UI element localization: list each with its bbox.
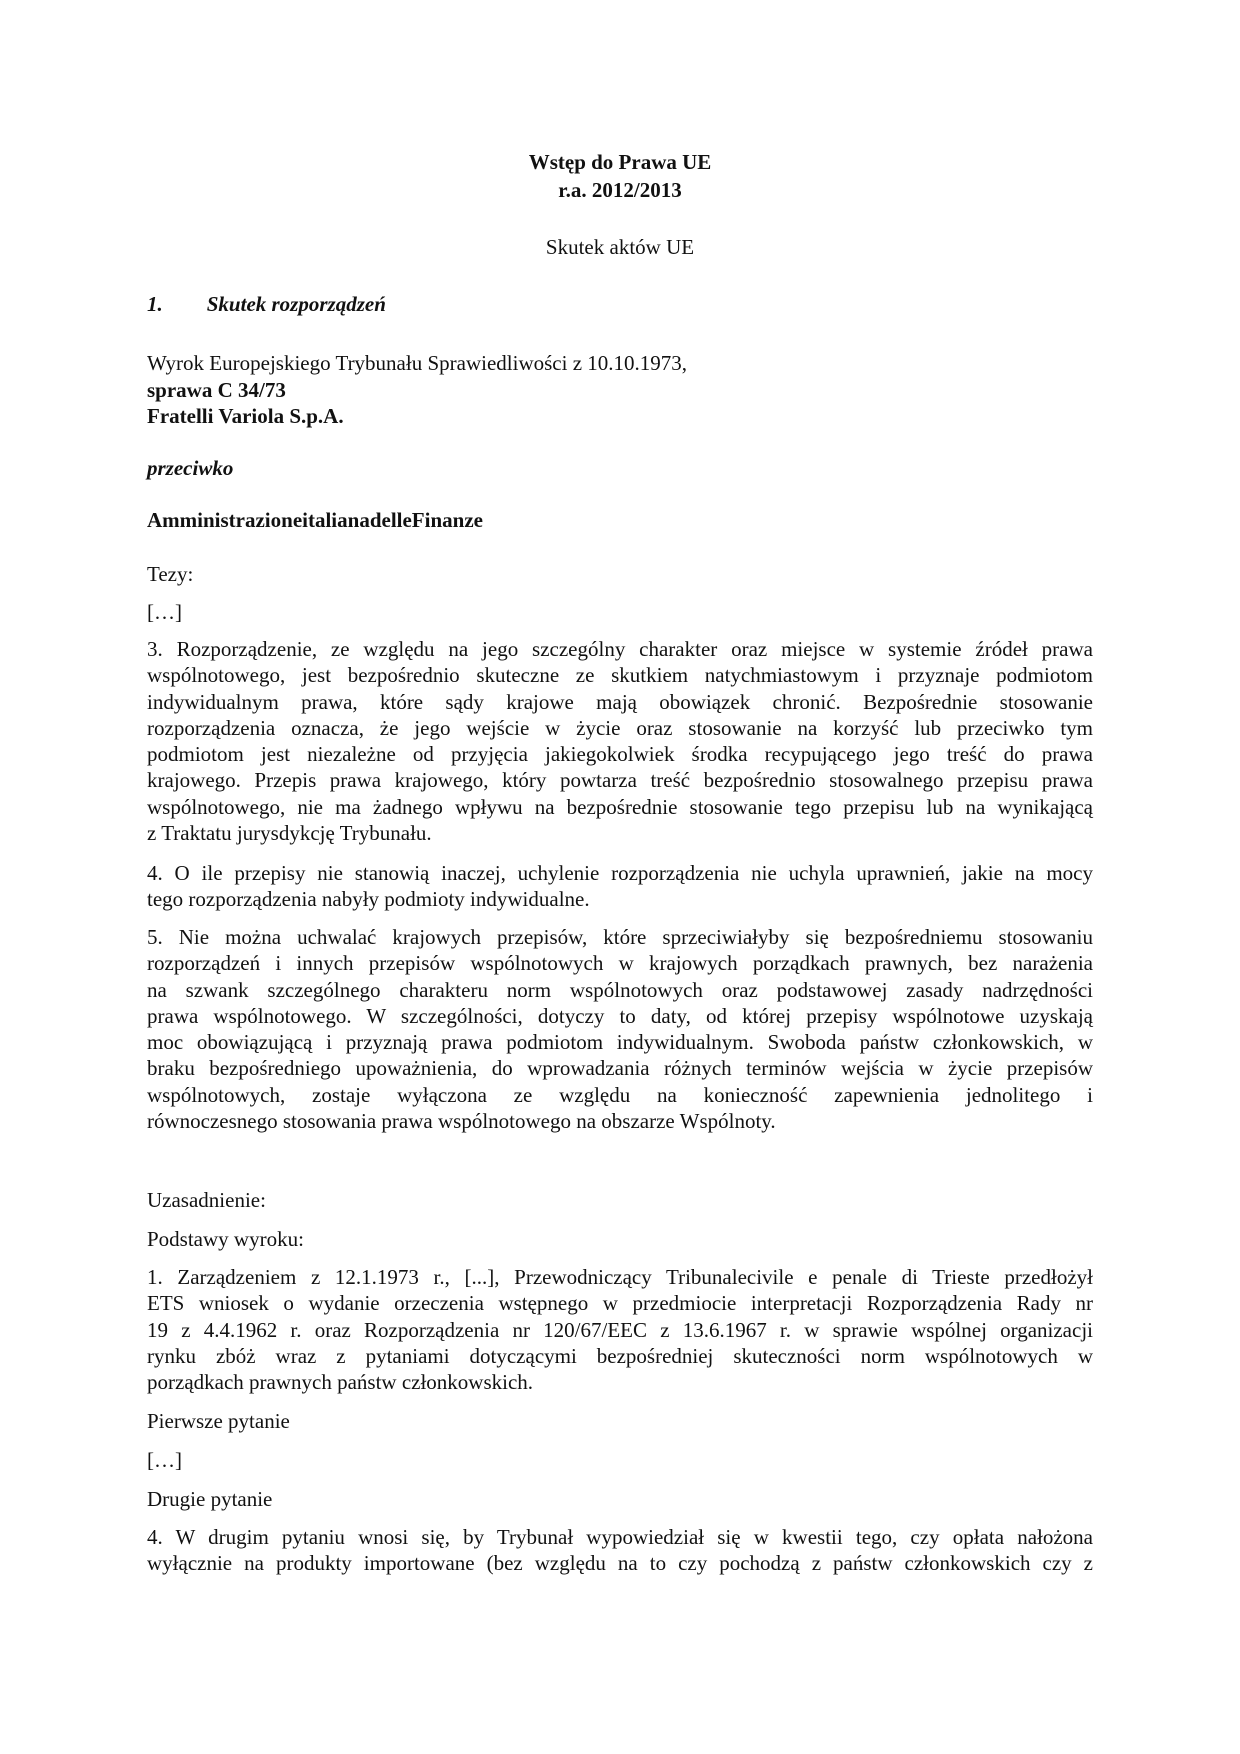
paragraph-line: prawa wspólnotowego. W szczególności, dotyczy to daty, od której przepisy wspólnotowe uzyskają: [147, 1003, 1093, 1028]
reasoning-label: Uzasadnienie:: [147, 1188, 266, 1212]
paragraph-line: podmiotom jest niezależne od przyjęcia jakiegokolwiek środka recypującego jego treść do prawa: [147, 742, 1093, 767]
first-question-heading: Pierwsze pytanie: [147, 1409, 290, 1433]
paragraph-line: wspólnotowego, jest bezpośrednio skuteczne ze skutkiem natychmiastowym i przyznaje podmiotom: [147, 663, 1093, 688]
paragraph-line: 4. W drugim pytaniu wnosi się, by Trybunał wypowiedział się w kwestii tego, czy opłata nałożona: [147, 1525, 1093, 1549]
paragraph-line: indywidualnym prawa, które sądy krajowe mają obowiązek chronić. Bezpośrednie stosowanie: [147, 689, 1093, 714]
paragraph-line: ETS wniosek o wydanie orzeczenia wstępnego w przedmiocie interpretacji Rozporządzenia Rady nr: [147, 1291, 1093, 1316]
case-party: Fratelli Variola S.p.A.: [147, 404, 344, 428]
grounds-paragraph-4: [147, 1524, 1093, 1577]
section-heading: [147, 291, 386, 317]
ellipsis: […]: [147, 600, 182, 624]
document-title: Wstęp do Prawa UE: [528, 150, 712, 174]
paragraph-line: moc obowiązującą i przyznają prawa podmiotom indywidualnym. Swoboda państw członkowskich, w: [147, 1030, 1093, 1055]
paragraph-line: rozporządzeń i innych przepisów wspólnotowych w krajowych porządkach prawnych, bez narażenia: [147, 951, 1093, 976]
paragraph-line: 4. O ile przepisy nie stanowią inaczej, uchylenie rozporządzenia nie uchyla uprawnień, jakie na mocy: [147, 861, 1093, 885]
paragraph-line: równoczesnego stosowania prawa wspólnotowego na obszarze Wspólnoty.: [147, 1109, 776, 1134]
thesis-paragraph-3: [147, 636, 1093, 846]
thesis-paragraph-5: [147, 924, 1093, 1134]
section-title: Skutek rozporządzeń: [206, 292, 386, 316]
paragraph-line: 5. Nie można uchwalać krajowych przepisów, które sprzeciwiałyby się bezpośredniemu stosowaniu: [147, 925, 1093, 949]
second-question-heading: Drugie pytanie: [147, 1487, 273, 1511]
thesis-paragraph-4: [147, 860, 1093, 913]
theses-label: Tezy:: [147, 562, 194, 586]
case-number: sprawa C 34/73: [147, 378, 286, 402]
document-subtitle: Skutek aktów UE: [545, 235, 695, 259]
section-number: 1.: [147, 292, 163, 316]
paragraph-line: na szwank szczególnego charakteru norm wspólnotowych oraz podstawowej zasady nadrzędności: [147, 977, 1093, 1002]
paragraph-line: rynku zbóż wraz z pytaniami dotyczącymi bezpośredniej skuteczności norm wspólnotowych w: [147, 1343, 1093, 1368]
paragraph-line: wspólnotowych, zostaje wyłączona ze względu na konieczność zapewnienia jednolitego i: [147, 1082, 1093, 1107]
case-judgment-line: Wyrok Europejskiego Trybunału Sprawiedliwości z 10.10.1973,: [147, 351, 688, 375]
paragraph-line: krajowego. Przepis prawa krajowego, który powtarza treść bezpośrednio stosowalnego przepisu prawa: [147, 768, 1093, 793]
paragraph-line: wspólnotowego, nie ma żadnego wpływu na bezpośrednie stosowanie tego przepisu lub na wynikającą: [147, 794, 1093, 819]
grounds-paragraph-1: [147, 1264, 1093, 1395]
paragraph-line: tego rozporządzenia nabyły podmioty indywidualne.: [147, 887, 590, 912]
paragraph-line: rozporządzenia oznacza, że jego wejście w życie oraz stosowanie na korzyść lub przeciwko tym: [147, 715, 1093, 740]
paragraph-line: wyłącznie na produkty importowane (bez względu na to czy pochodzą z państw członkowskich czy z: [147, 1551, 1093, 1576]
case-versus: przeciwko: [147, 456, 234, 480]
case-defendant: AmministrazioneitalianadelleFinanze: [147, 508, 483, 532]
paragraph-line: 19 z 4.4.1962 r. oraz Rozporządzenia nr 120/67/EEC z 13.6.1967 r. w sprawie wspólnej organizacji: [147, 1317, 1093, 1342]
ellipsis: […]: [147, 1448, 182, 1472]
academic-year: r.a. 2012/2013: [558, 178, 682, 202]
paragraph-line: braku bezpośredniego upoważnienia, do wprowadzania różnych terminów wejścia w życie przepisów: [147, 1056, 1093, 1081]
grounds-label: Podstawy wyroku:: [147, 1227, 304, 1251]
paragraph-line: z Traktatu jurysdykcję Trybunału.: [147, 821, 432, 846]
paragraph-line: 3. Rozporządzenie, ze względu na jego szczególny charakter oraz miejsce w systemie źródeł prawa: [147, 637, 1093, 661]
paragraph-line: porządkach prawnych państw członkowskich.: [147, 1370, 534, 1395]
paragraph-line: 1. Zarządzeniem z 12.1.1973 r., [...], Przewodniczący Tribunalecivile e penale di Trieste przedłożył: [147, 1265, 1093, 1289]
